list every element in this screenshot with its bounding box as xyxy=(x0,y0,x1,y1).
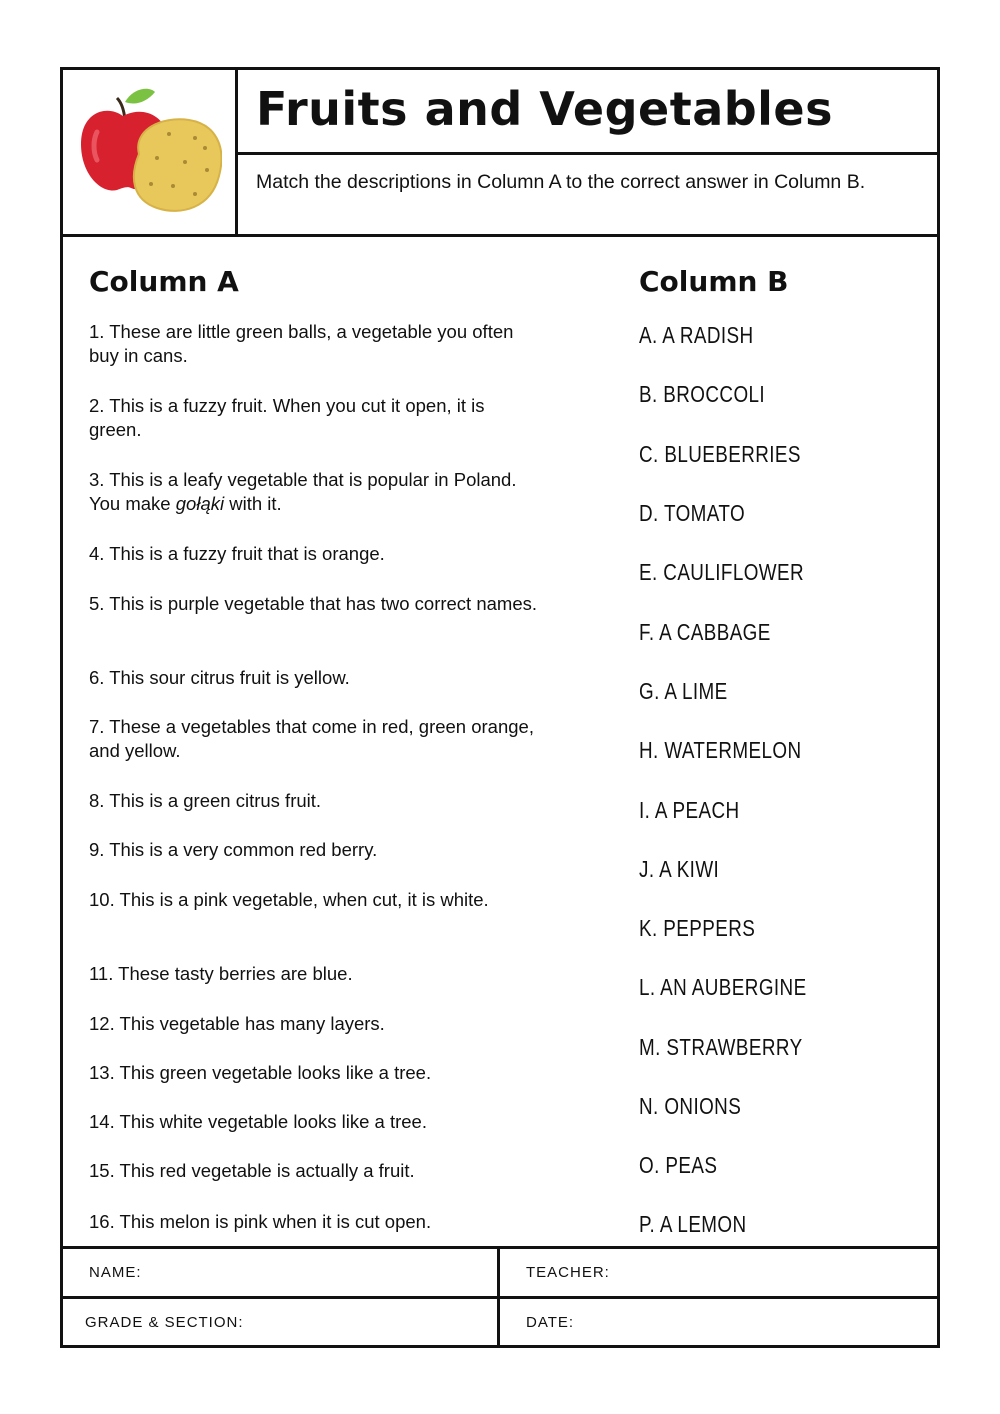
question-text: with it. xyxy=(224,493,282,514)
question-item xyxy=(89,320,539,368)
question-item xyxy=(89,468,539,516)
question-text: 5. This is purple vegetable that has two correct names. xyxy=(89,593,538,614)
answer-item: H. WATERMELON xyxy=(639,737,802,763)
instructions-text: Match the descriptions in Column A to the correct answer in Column B. xyxy=(256,171,866,193)
answer-item: F. A CABBAGE xyxy=(639,619,771,645)
page-title: Fruits and Vegetables xyxy=(256,82,834,136)
answer-item: E. CAULIFLOWER xyxy=(639,559,805,585)
question-item xyxy=(89,394,539,442)
question-item xyxy=(89,962,539,986)
answer-item: O. PEAS xyxy=(639,1152,718,1178)
question-item xyxy=(89,838,539,862)
question-text: 8. This is a green citrus fruit. xyxy=(89,790,322,811)
teacher-field[interactable] xyxy=(500,1249,937,1299)
grade-section-field[interactable] xyxy=(63,1299,500,1348)
logo-cell xyxy=(63,70,238,234)
answer-item: I. A PEACH xyxy=(639,797,740,823)
name-label: NAME: xyxy=(89,1264,142,1281)
answer-item: D. TOMATO xyxy=(639,500,746,526)
answer-item: A. A RADISH xyxy=(639,322,754,348)
question-item xyxy=(89,789,539,813)
teacher-label: TEACHER: xyxy=(526,1264,610,1281)
question-item xyxy=(89,592,539,616)
column-b-heading: Column B xyxy=(639,265,789,298)
question-text: 9. This is a very common red berry. xyxy=(89,839,378,860)
question-item xyxy=(89,1061,539,1085)
question-emphasis: gołąki xyxy=(175,493,225,514)
date-label: DATE: xyxy=(526,1314,575,1331)
answer-item: J. A KIWI xyxy=(639,856,720,882)
question-item xyxy=(89,888,539,912)
worksheet-header xyxy=(63,70,937,237)
student-info-footer xyxy=(63,1246,937,1348)
question-text: 14. This white vegetable looks like a tree. xyxy=(89,1111,427,1132)
answer-item: C. BLUEBERRIES xyxy=(639,441,801,467)
question-item xyxy=(89,666,539,690)
answer-item: K. PEPPERS xyxy=(639,915,756,941)
question-item xyxy=(89,715,539,763)
question-text: 2. This is a fuzzy fruit. When you cut it open, it is green. xyxy=(89,395,485,440)
question-text: 6. This sour citrus fruit is yellow. xyxy=(89,667,350,688)
question-item xyxy=(89,1159,539,1183)
question-item xyxy=(89,1210,539,1234)
name-field[interactable] xyxy=(63,1249,500,1299)
answer-item: M. STRAWBERRY xyxy=(639,1034,803,1060)
question-item xyxy=(89,542,539,566)
question-text: 16. This melon is pink when it is cut open. xyxy=(89,1211,432,1232)
answer-item: N. ONIONS xyxy=(639,1093,742,1119)
title-cell xyxy=(238,70,937,155)
answer-item: B. BROCCOLI xyxy=(639,381,766,407)
question-text: 1. These are little green balls, a vegetable you often buy in cans. xyxy=(89,321,514,366)
answer-item: P. A LEMON xyxy=(639,1211,747,1237)
instructions-cell xyxy=(238,155,937,234)
question-text: 13. This green vegetable looks like a tree. xyxy=(89,1062,432,1083)
question-text: 7. These a vegetables that come in red, green orange, and yellow. xyxy=(89,716,534,761)
question-item xyxy=(89,1110,539,1134)
answer-item: L. AN AUBERGINE xyxy=(639,974,807,1000)
date-field[interactable] xyxy=(500,1299,937,1348)
answer-item: G. A LIME xyxy=(639,678,728,704)
worksheet xyxy=(60,67,940,1348)
grade-section-label: GRADE & SECTION: xyxy=(85,1314,244,1331)
question-text: 11. These tasty berries are blue. xyxy=(89,963,353,984)
question-text: 3. This is a leafy vegetable that is popular in Poland. You make xyxy=(89,469,517,514)
question-item xyxy=(89,1012,539,1036)
question-text: 15. This red vegetable is actually a fruit. xyxy=(89,1160,415,1181)
apple-and-potato-icon xyxy=(77,82,222,222)
column-a-heading: Column A xyxy=(89,265,239,298)
question-text: 12. This vegetable has many layers. xyxy=(89,1013,385,1034)
question-text: 4. This is a fuzzy fruit that is orange. xyxy=(89,543,385,564)
question-text: 10. This is a pink vegetable, when cut, it is white. xyxy=(89,889,489,910)
